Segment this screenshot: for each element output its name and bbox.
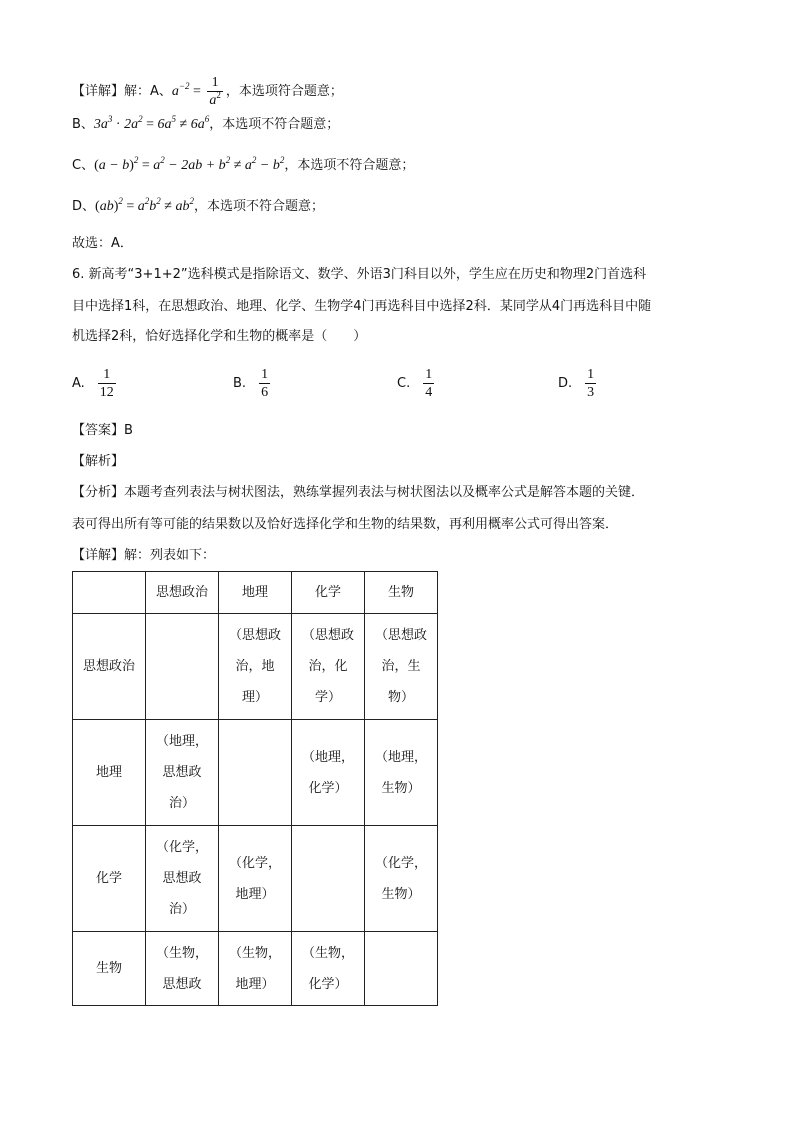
option-b-explanation [72, 116, 339, 134]
detail-intro: 解：A、 [124, 84, 172, 99]
fraction-1-over-a2: $\frac{1}{a^2}$ [209, 75, 221, 108]
table-cell [365, 932, 438, 1006]
table-cell-line: 治，化 [308, 659, 348, 674]
table-cell-line: 化学） [308, 780, 348, 796]
detail-line [72, 547, 215, 565]
question-text-1: 新高考“3+1+2”选科模式是指除语文、数学、外语3门科目以外，学生应在历史和物理2门首选科 [88, 267, 647, 282]
detail-text: 解：列表如下： [124, 548, 216, 563]
question-line-2: 目中选择1科，在思想政治、地理、化学、生物学4门再选科目中选择2科．某同学从4门再选科目中随 [72, 299, 652, 314]
table-row [73, 614, 438, 720]
table-row [73, 932, 438, 1006]
table-cell-line: 治，生 [381, 659, 421, 674]
choice-b [233, 366, 273, 401]
analysis-line-2: 表可得出所有等可能的结果数以及恰好选择化学和生物的结果数，再利用概率公式可得出答案． [72, 517, 619, 532]
choice-c-label: C. [397, 376, 411, 391]
choice-a-label: A. [72, 376, 85, 391]
option-a-verdict: ，本选项符合题意； [225, 84, 343, 99]
table-header-cell [73, 572, 146, 614]
table-cell-line: （生物， [301, 945, 354, 961]
table-cell-line: 思想政 [162, 765, 202, 780]
table-cell [292, 932, 365, 1006]
formula-b: $3a^3 \cdot 2a^2 = 6a^5 \ne 6a^6$ [93, 114, 210, 132]
choice-a [72, 366, 119, 401]
table-cell [365, 720, 438, 826]
table-cell [292, 826, 365, 932]
table-cell [146, 720, 219, 826]
table-cell-line: 治，地 [235, 659, 275, 674]
choice-c-fraction: $\frac{1}{4}$ [425, 367, 433, 400]
option-d-explanation [72, 198, 324, 216]
table-header-row [73, 572, 438, 614]
table-row-header: 地理 [73, 720, 146, 826]
table-cell-line: （地理， [374, 749, 427, 765]
formula-d: $(ab)^2 = a^2b^2 \ne ab^2$ [95, 196, 194, 214]
table-cell [219, 720, 292, 826]
analysis-line [72, 484, 644, 502]
table-cell-line: 思想政 [162, 976, 202, 992]
table-cell [219, 826, 292, 932]
option-c-label: C、 [72, 158, 95, 173]
answer-tag: 【答案】 [72, 423, 125, 438]
table-header-cell: 思想政治 [146, 572, 219, 614]
question-number: 6. [72, 267, 85, 282]
detail-tag-2: 【详解】 [72, 548, 125, 563]
option-b-label: B、 [72, 117, 94, 132]
table-cell-line: （化学， [228, 855, 281, 871]
table-cell-line: 化学） [308, 976, 348, 992]
table-row [73, 826, 438, 932]
table-row-header: 思想政治 [73, 614, 146, 720]
detail-tag: 【详解】 [72, 84, 125, 99]
table-cell-line: 治） [168, 902, 195, 917]
table-cell-line: 生物） [381, 886, 421, 902]
table-cell [146, 932, 219, 1006]
option-d-label: D、 [72, 199, 96, 214]
table-cell-line: （化学， [155, 840, 208, 855]
outcome-table [72, 571, 438, 1006]
table-cell-line: （生物， [155, 945, 208, 961]
table-cell-line: 学） [314, 690, 341, 705]
table-cell-line: 物） [387, 690, 414, 705]
table-cell [365, 614, 438, 720]
table-cell-line: 治） [168, 796, 195, 811]
table-cell [146, 614, 219, 720]
table-header-cell: 地理 [219, 572, 292, 614]
table-cell [365, 826, 438, 932]
table-header-cell: 生物 [365, 572, 438, 614]
table-cell-line: 理） [241, 690, 268, 705]
choice-d-fraction: $\frac{1}{3}$ [587, 367, 595, 400]
table-row-header: 化学 [73, 826, 146, 932]
choice-b-fraction: $\frac{1}{6}$ [261, 367, 269, 400]
table-row-header: 生物 [73, 932, 146, 1006]
table-cell [146, 826, 219, 932]
option-a-explanation [72, 74, 343, 109]
choice-a-fraction: $\frac{1}{12}$ [99, 367, 114, 400]
table-row [73, 720, 438, 826]
table-cell-line: （生物， [228, 945, 281, 961]
table-cell-line: （思想政 [228, 628, 281, 643]
analysis-tag: 【解析】 [72, 454, 125, 469]
table-cell [219, 614, 292, 720]
table-cell-line: （思想政 [301, 628, 354, 643]
analysis-text: 本题考查列表法与树状图法，熟练掌握列表法与树状图法以及概率公式是解答本题的关键． [124, 485, 645, 500]
option-d-verdict: ，本选项不符合题意； [193, 199, 324, 214]
table-cell [292, 614, 365, 720]
table-cell [219, 932, 292, 1006]
choice-d-label: D. [558, 376, 573, 391]
table-cell-line: （地理， [155, 734, 208, 749]
question-line-3: 机选择2科，恰好选择化学和生物的概率是（ ） [72, 329, 367, 344]
formula-c: $(a - b)^2 = a^2 - 2ab + b^2 \ne a^2 - b^2$ [94, 155, 285, 173]
prev-choice: 故选：A． [72, 236, 133, 251]
table-cell [292, 720, 365, 826]
option-c-explanation [72, 157, 414, 175]
choice-c [397, 366, 437, 401]
question-line-1 [72, 266, 646, 284]
answer-line [72, 422, 133, 440]
answer-value: B [124, 423, 133, 438]
formula-a: $a^{-2}$ = [171, 81, 205, 99]
table-cell-line: 思想政 [162, 871, 202, 886]
choice-b-label: B. [233, 376, 247, 391]
table-cell-line: 地理） [235, 976, 275, 992]
analysis-label: 【分析】 [72, 485, 125, 500]
table-cell-line: （地理， [301, 749, 354, 765]
table-cell-line: 生物） [381, 780, 421, 796]
table-cell-line: 地理） [235, 886, 275, 902]
table-cell-line: （思想政 [374, 628, 427, 643]
table-header-cell: 化学 [292, 572, 365, 614]
option-c-verdict: ，本选项不符合题意； [284, 158, 415, 173]
option-b-verdict: ，本选项不符合题意； [209, 117, 340, 132]
table-cell-line: （化学， [374, 855, 427, 871]
choice-d [558, 366, 599, 401]
